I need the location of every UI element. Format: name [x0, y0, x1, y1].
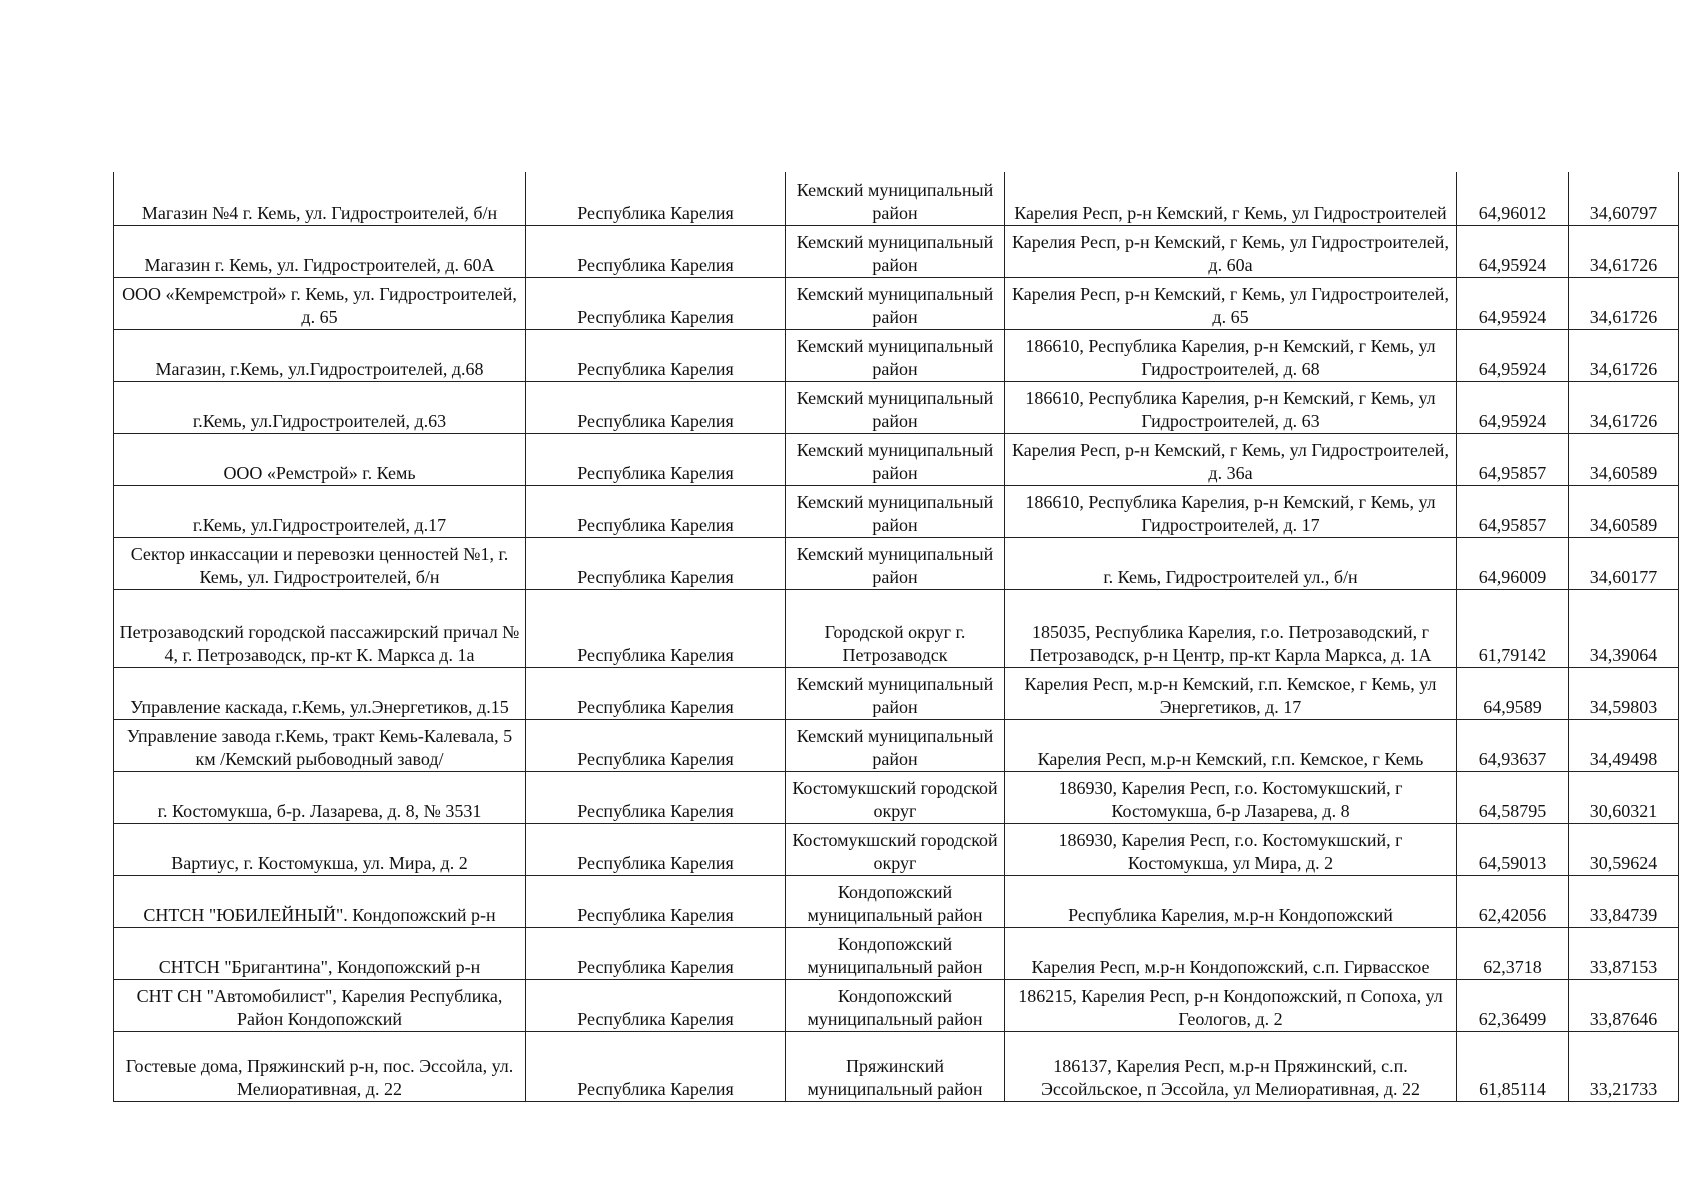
district-cell: Городской округ г. Петрозаводск: [786, 589, 1005, 667]
latitude-cell: 64,9589: [1457, 667, 1569, 719]
table-body: [114, 172, 1679, 1101]
region-cell: Республика Карелия: [526, 225, 786, 277]
address-cell: 186930, Карелия Респ, г.о. Костомукшский, г Костомукша, ул Мира, д. 2: [1005, 823, 1457, 875]
region-cell: Республика Карелия: [526, 381, 786, 433]
address-cell: 186215, Карелия Респ, р-н Кондопожский, п Сопоха, ул Геологов, д. 2: [1005, 979, 1457, 1031]
longitude-cell: 34,59803: [1569, 667, 1679, 719]
district-cell: Кемский муниципальный район: [786, 329, 1005, 381]
region-cell: Республика Карелия: [526, 485, 786, 537]
table-row: [114, 1031, 1679, 1101]
latitude-cell: 62,3718: [1457, 927, 1569, 979]
region-cell: Республика Карелия: [526, 823, 786, 875]
object-name-cell: Петрозаводский городской пассажирский причал № 4, г. Петрозаводск, пр-кт К. Маркса д. 1а: [114, 589, 526, 667]
district-cell: Кемский муниципальный район: [786, 433, 1005, 485]
longitude-cell: 34,39064: [1569, 589, 1679, 667]
district-cell: Кемский муниципальный район: [786, 172, 1005, 225]
object-name-cell: ООО «Ремстрой» г. Кемь: [114, 433, 526, 485]
address-cell: Республика Карелия, м.р-н Кондопожский: [1005, 875, 1457, 927]
object-name-cell: г. Костомукша, б-р. Лазарева, д. 8, № 3531: [114, 771, 526, 823]
address-cell: Карелия Респ, р-н Кемский, г Кемь, ул Гидростроителей, д. 65: [1005, 277, 1457, 329]
object-name-cell: Вартиус, г. Костомукша, ул. Мира, д. 2: [114, 823, 526, 875]
longitude-cell: 34,60797: [1569, 172, 1679, 225]
region-cell: Республика Карелия: [526, 979, 786, 1031]
table-row: [114, 979, 1679, 1031]
table-row: [114, 381, 1679, 433]
object-name-cell: Сектор инкассации и перевозки ценностей №1, г. Кемь, ул. Гидростроителей, б/н: [114, 537, 526, 589]
longitude-cell: 33,87646: [1569, 979, 1679, 1031]
address-cell: Карелия Респ, м.р-н Кемский, г.п. Кемское, г Кемь: [1005, 719, 1457, 771]
district-cell: Кемский муниципальный район: [786, 667, 1005, 719]
longitude-cell: 34,60589: [1569, 485, 1679, 537]
table-row: [114, 823, 1679, 875]
object-name-cell: СНТСН "Бригантина", Кондопожский р-н: [114, 927, 526, 979]
table-row: [114, 277, 1679, 329]
table-row: [114, 172, 1679, 225]
object-name-cell: СНТСН "ЮБИЛЕЙНЫЙ". Кондопожский р-н: [114, 875, 526, 927]
longitude-cell: 34,49498: [1569, 719, 1679, 771]
longitude-cell: 34,61726: [1569, 225, 1679, 277]
longitude-cell: 34,60589: [1569, 433, 1679, 485]
region-cell: Республика Карелия: [526, 433, 786, 485]
latitude-cell: 62,36499: [1457, 979, 1569, 1031]
address-cell: 186610, Республика Карелия, р-н Кемский, г Кемь, ул Гидростроителей, д. 68: [1005, 329, 1457, 381]
table-row: [114, 537, 1679, 589]
address-cell: г. Кемь, Гидростроителей ул., б/н: [1005, 537, 1457, 589]
table-row: [114, 225, 1679, 277]
region-cell: Республика Карелия: [526, 927, 786, 979]
table-row: [114, 927, 1679, 979]
address-cell: 186930, Карелия Респ, г.о. Костомукшский, г Костомукша, б-р Лазарева, д. 8: [1005, 771, 1457, 823]
district-cell: Кемский муниципальный район: [786, 537, 1005, 589]
district-cell: Пряжинский муниципальный район: [786, 1031, 1005, 1101]
district-cell: Кондопожский муниципальный район: [786, 875, 1005, 927]
table-row: [114, 875, 1679, 927]
latitude-cell: 62,42056: [1457, 875, 1569, 927]
longitude-cell: 34,61726: [1569, 329, 1679, 381]
region-cell: Республика Карелия: [526, 277, 786, 329]
latitude-cell: 64,95857: [1457, 433, 1569, 485]
locations-table: [113, 172, 1679, 1102]
address-cell: Карелия Респ, м.р-н Кондопожский, с.п. Гирвасское: [1005, 927, 1457, 979]
table-row: [114, 485, 1679, 537]
district-cell: Кемский муниципальный район: [786, 485, 1005, 537]
object-name-cell: ООО «Кемремстрой» г. Кемь, ул. Гидростроителей, д. 65: [114, 277, 526, 329]
latitude-cell: 64,58795: [1457, 771, 1569, 823]
district-cell: Кемский муниципальный район: [786, 381, 1005, 433]
address-cell: 185035, Республика Карелия, г.о. Петрозаводский, г Петрозаводск, р-н Центр, пр-кт Карла Маркса, д. 1А: [1005, 589, 1457, 667]
table-row: [114, 329, 1679, 381]
longitude-cell: 33,87153: [1569, 927, 1679, 979]
latitude-cell: 61,85114: [1457, 1031, 1569, 1101]
latitude-cell: 64,95924: [1457, 329, 1569, 381]
latitude-cell: 64,96009: [1457, 537, 1569, 589]
object-name-cell: Магазин г. Кемь, ул. Гидростроителей, д. 60А: [114, 225, 526, 277]
longitude-cell: 30,60321: [1569, 771, 1679, 823]
table-row: [114, 719, 1679, 771]
object-name-cell: Магазин №4 г. Кемь, ул. Гидростроителей, б/н: [114, 172, 526, 225]
table-row: [114, 589, 1679, 667]
address-cell: Карелия Респ, р-н Кемский, г Кемь, ул Гидростроителей, д. 60а: [1005, 225, 1457, 277]
region-cell: Республика Карелия: [526, 875, 786, 927]
address-cell: 186137, Карелия Респ, м.р-н Пряжинский, с.п. Эссойльское, п Эссойла, ул Мелиоративная, д. 22: [1005, 1031, 1457, 1101]
object-name-cell: г.Кемь, ул.Гидростроителей, д.63: [114, 381, 526, 433]
region-cell: Республика Карелия: [526, 1031, 786, 1101]
object-name-cell: Магазин, г.Кемь, ул.Гидростроителей, д.68: [114, 329, 526, 381]
region-cell: Республика Карелия: [526, 771, 786, 823]
object-name-cell: Гостевые дома, Пряжинский р-н, пос. Эссойла, ул. Мелиоративная, д. 22: [114, 1031, 526, 1101]
latitude-cell: 64,95924: [1457, 225, 1569, 277]
latitude-cell: 61,79142: [1457, 589, 1569, 667]
district-cell: Кемский муниципальный район: [786, 277, 1005, 329]
longitude-cell: 33,84739: [1569, 875, 1679, 927]
district-cell: Костомукшский городской округ: [786, 823, 1005, 875]
latitude-cell: 64,93637: [1457, 719, 1569, 771]
address-cell: Карелия Респ, м.р-н Кемский, г.п. Кемское, г Кемь, ул Энергетиков, д. 17: [1005, 667, 1457, 719]
longitude-cell: 34,60177: [1569, 537, 1679, 589]
latitude-cell: 64,95857: [1457, 485, 1569, 537]
district-cell: Кондопожский муниципальный район: [786, 979, 1005, 1031]
district-cell: Кемский муниципальный район: [786, 719, 1005, 771]
district-cell: Кемский муниципальный район: [786, 225, 1005, 277]
longitude-cell: 34,61726: [1569, 277, 1679, 329]
region-cell: Республика Карелия: [526, 667, 786, 719]
address-cell: Карелия Респ, р-н Кемский, г Кемь, ул Гидростроителей: [1005, 172, 1457, 225]
address-cell: 186610, Республика Карелия, р-н Кемский, г Кемь, ул Гидростроителей, д. 17: [1005, 485, 1457, 537]
table-row: [114, 433, 1679, 485]
district-cell: Кондопожский муниципальный район: [786, 927, 1005, 979]
region-cell: Республика Карелия: [526, 172, 786, 225]
latitude-cell: 64,59013: [1457, 823, 1569, 875]
region-cell: Республика Карелия: [526, 589, 786, 667]
longitude-cell: 33,21733: [1569, 1031, 1679, 1101]
object-name-cell: СНТ СН "Автомобилист", Карелия Республика, Район Кондопожский: [114, 979, 526, 1031]
latitude-cell: 64,95924: [1457, 381, 1569, 433]
table-row: [114, 771, 1679, 823]
region-cell: Республика Карелия: [526, 719, 786, 771]
address-cell: Карелия Респ, р-н Кемский, г Кемь, ул Гидростроителей, д. 36а: [1005, 433, 1457, 485]
latitude-cell: 64,96012: [1457, 172, 1569, 225]
district-cell: Костомукшский городской округ: [786, 771, 1005, 823]
address-cell: 186610, Республика Карелия, р-н Кемский, г Кемь, ул Гидростроителей, д. 63: [1005, 381, 1457, 433]
object-name-cell: г.Кемь, ул.Гидростроителей, д.17: [114, 485, 526, 537]
longitude-cell: 30,59624: [1569, 823, 1679, 875]
longitude-cell: 34,61726: [1569, 381, 1679, 433]
latitude-cell: 64,95924: [1457, 277, 1569, 329]
table-row: [114, 667, 1679, 719]
region-cell: Республика Карелия: [526, 537, 786, 589]
object-name-cell: Управление завода г.Кемь, тракт Кемь-Калевала, 5 км /Кемский рыбоводный завод/: [114, 719, 526, 771]
region-cell: Республика Карелия: [526, 329, 786, 381]
object-name-cell: Управление каскада, г.Кемь, ул.Энергетиков, д.15: [114, 667, 526, 719]
